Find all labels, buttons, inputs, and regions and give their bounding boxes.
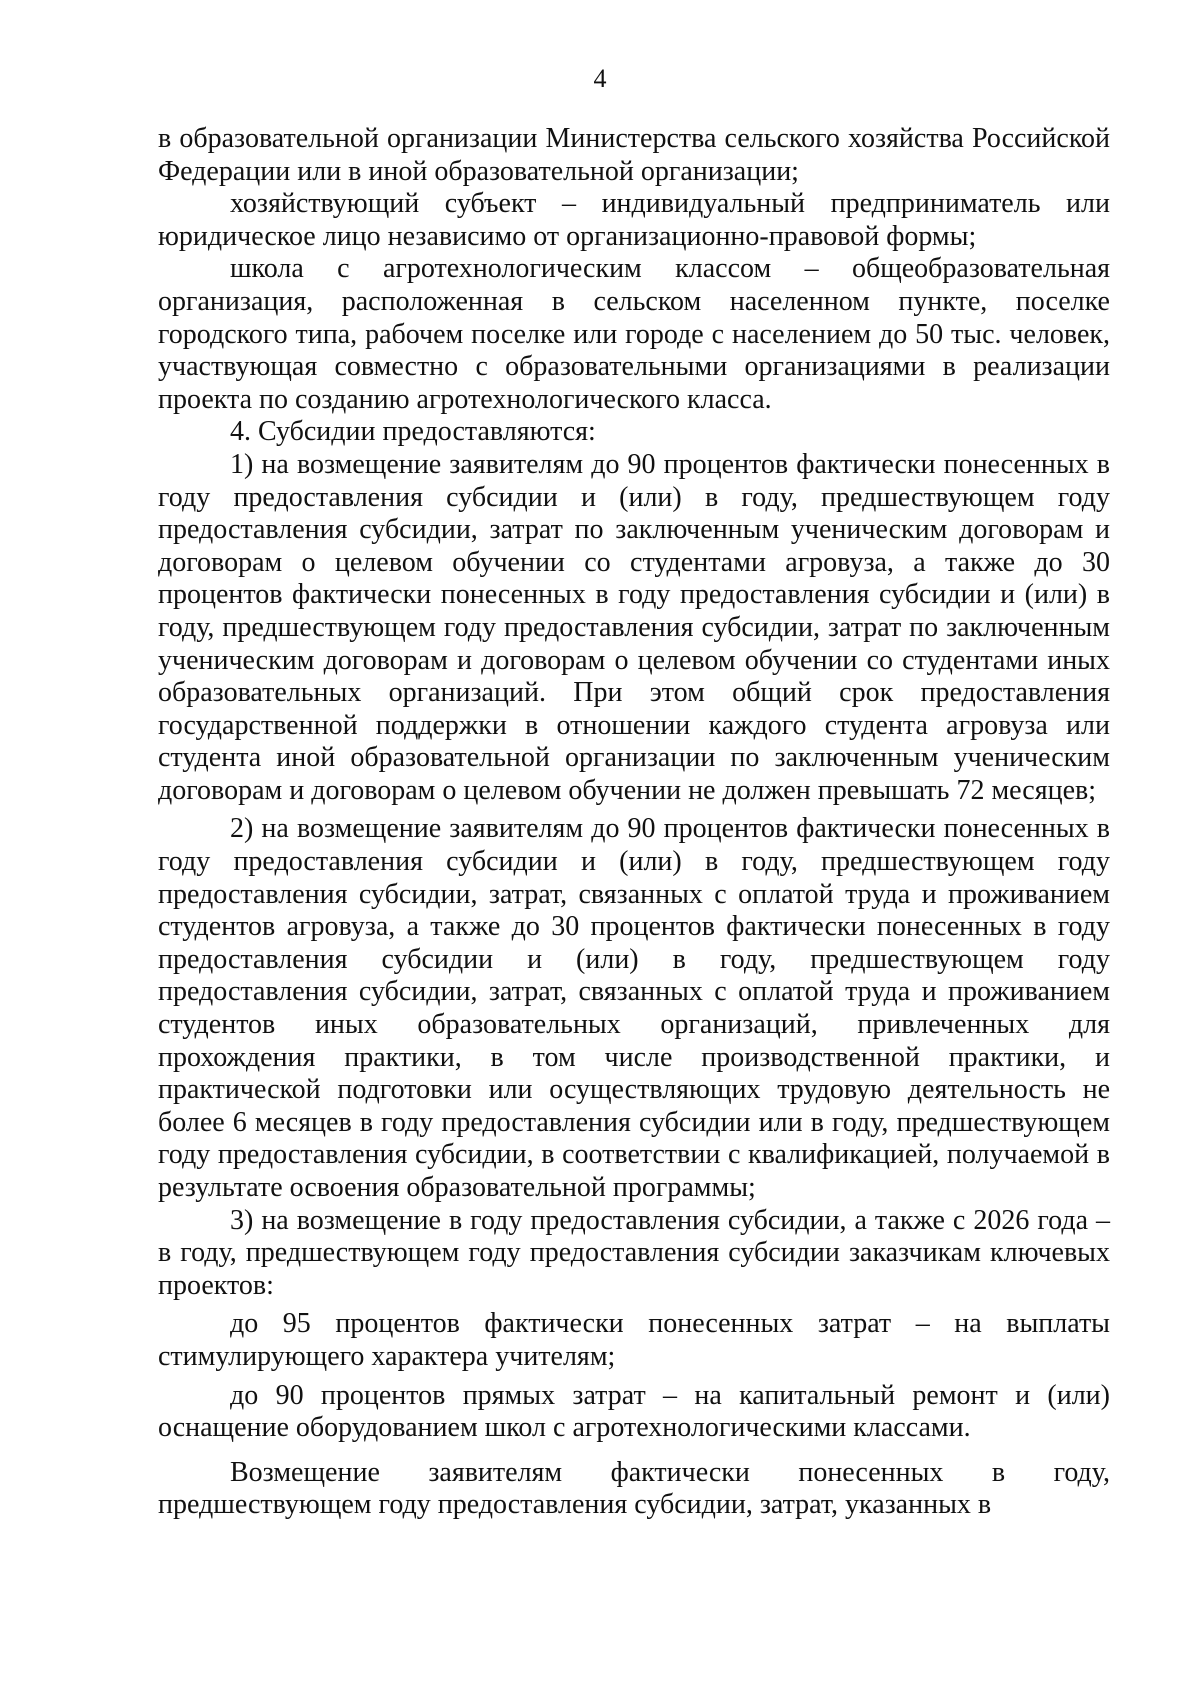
paragraph-reimbursement: Возмещение заявителям фактически понесенных в году, предшествующем году предоставления субсидии, затрат, указанных в <box>158 1456 1110 1521</box>
paragraph-teacher-payments: до 95 процентов фактически понесенных затрат – на выплаты стимулирующего характера учителям; <box>158 1308 1110 1372</box>
paragraph-definition-business-entity: хозяйствующий субъект – индивидуальный предприниматель или юридическое лицо независимо от организационно-правовой формы; <box>158 188 1110 252</box>
paragraph-subitem-2: 2) на возмещение заявителям до 90 процентов фактически понесенных в году предоставления субсидии и (или) в году, предшествующем году предоставления субсидии, затрат, связанных с оплатой труда и проживанием студентов агровуза, а также до 30 процентов фактически понесенных в году предоставления субсидии и (или) в году, предшествующем году предоставления субсидии, затрат, связанных с оплатой труда и проживанием студентов иных образовательных организаций, привлеченных для прохождения практики, в том числе производственной практики, и практической подготовки или осуществляющих трудовую деятельность не более 6 месяцев в году предоставления субсидии или в году, предшествующем году предоставления субсидии, в соответствии с квалификацией, получаемой в результате освоения образовательной программы; <box>158 813 1110 1203</box>
paragraph-subitem-3: 3) на возмещение в году предоставления субсидии, а также с 2026 года – в году, предшествующем году предоставления субсидии заказчикам ключевых проектов: <box>158 1204 1110 1301</box>
paragraph-definition-agrotech-school: школа с агротехнологическим классом – общеобразовательная организация, расположенная в сельском населенном пункте, поселке городского типа, рабочем поселке или городе с населением до 50 тыс. человек, участвующая совместно с образовательными организациями в реализации проекта по созданию агротехнологического класса. <box>158 253 1110 415</box>
paragraph-item-4-heading: 4. Субсидии предоставляются: <box>230 416 596 448</box>
paragraph-subitem-1: 1) на возмещение заявителям до 90 процентов фактически понесенных в году предоставления субсидии и (или) в году, предшествующем году предоставления субсидии, затрат по заключенным ученическим договорам и договорам о целевом обучении со студентами агровуза, а также до 30 процентов фактически понесенных в году предоставления субсидии и (или) в году, предшествующем году предоставления субсидии, затрат по заключенным ученическим договорам и договорам о целевом обучении со студентами иных образовательных организаций. При этом общий срок предоставления государственной поддержки в отношении каждого студента агровуза или студента иной образовательной организации по заключенным ученическим договорам и договорам о целевом обучении не должен превышать 72 месяцев; <box>158 448 1110 806</box>
page-number: 4 <box>593 64 607 93</box>
document-body <box>158 123 1110 1522</box>
paragraph-continuation: в образовательной организации Министерства сельского хозяйства Российской Федерации или в иной образовательной организации; <box>158 123 1110 187</box>
paragraph-capital-repair: до 90 процентов прямых затрат – на капитальный ремонт и (или) оснащение оборудованием школ с агротехнологическими классами. <box>158 1379 1110 1444</box>
